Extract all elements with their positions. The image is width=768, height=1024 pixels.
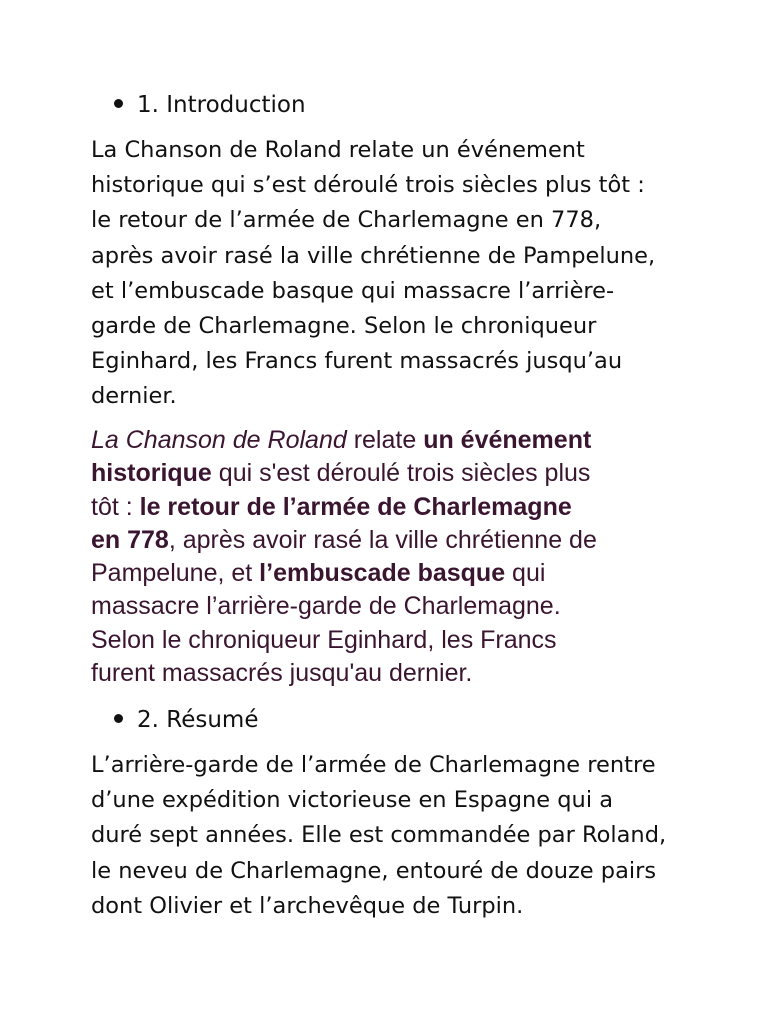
text-run: qui s'est déroulé trois siècles plus (211, 459, 591, 488)
intro-paragraph-formatted (91, 424, 691, 690)
bold-text: en 778 (91, 525, 169, 554)
bold-text: le retour de l’armée de Charlemagne (139, 492, 572, 521)
section-heading-introduction (114, 90, 306, 120)
bold-text: historique (91, 459, 212, 488)
text-run: qui (505, 559, 546, 588)
bold-text: l’embuscade basque (259, 559, 506, 588)
bold-text: un événement (423, 426, 592, 454)
paragraph-line: dernier. (91, 383, 177, 410)
paragraph-line: La Chanson de Roland relate un événement (91, 137, 585, 163)
paragraph-line: garde de Charlemagne. Selon le chroniqueur (91, 313, 597, 340)
paragraph-line: dont Olivier et l’archevêque de Turpin. (91, 892, 524, 919)
paragraph-line: massacre l’arrière-garde de Charlemagne. (91, 592, 561, 621)
section-heading-resume (114, 705, 258, 735)
paragraph-line: Eginhard, les Francs furent massacrés jusqu’au (91, 348, 623, 375)
paragraph-line (91, 424, 691, 457)
heading-text: 2. Résumé (137, 707, 259, 733)
paragraph-line: furent massacrés jusqu'au dernier. (91, 659, 473, 688)
text-run: Pampelune, et (91, 559, 260, 588)
bullet-icon (114, 714, 123, 723)
heading-text: 1. Introduction (137, 92, 306, 118)
paragraph-line: le retour de l’armée de Charlemagne en 778, (91, 207, 602, 234)
paragraph-line: le neveu de Charlemagne, entouré de douze pairs (91, 857, 657, 884)
paragraph-line: historique qui s’est déroulé trois siècles plus tôt : (91, 172, 645, 199)
italic-text: La Chanson de Roland (91, 426, 347, 454)
resume-paragraph (91, 748, 691, 924)
paragraph-line: Selon le chroniqueur Eginhard, les Francs (91, 625, 557, 654)
bullet-icon (114, 99, 123, 108)
paragraph-line: duré sept années. Elle est commandée par Roland, (91, 822, 667, 849)
paragraph-line: et l’embuscade basque qui massacre l’arrière- (91, 277, 615, 304)
paragraph-line (91, 457, 691, 490)
text-run: relate (346, 426, 424, 454)
paragraph-line: d’une expédition victorieuse en Espagne qui a (91, 787, 614, 814)
intro-paragraph-plain (91, 133, 691, 415)
paragraph-line (91, 524, 691, 557)
paragraph-line (91, 491, 691, 524)
paragraph-line (91, 557, 691, 590)
paragraph-line: L’arrière-garde de l’armée de Charlemagne rentre (91, 752, 656, 778)
text-run: , après avoir rasé la ville chrétienne de (168, 525, 597, 554)
paragraph-line: après avoir rasé la ville chrétienne de Pampelune, (91, 242, 656, 269)
text-run: tôt : (91, 492, 140, 521)
